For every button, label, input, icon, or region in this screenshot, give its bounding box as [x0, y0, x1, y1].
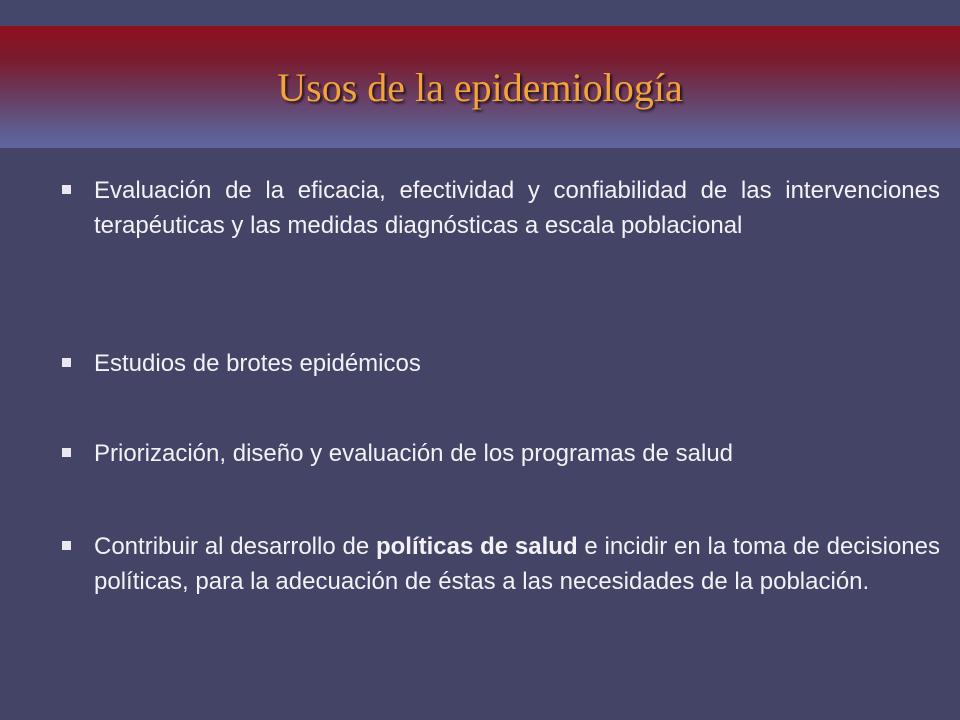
bullet-text-part: Contribuir al desarrollo de [94, 533, 376, 560]
bullet-text: Priorización, diseño y evaluación de los programas de salud [94, 440, 734, 467]
bullet-text: Evaluación de la eficacia, efectividad y confiabilidad de las intervenciones terapéuticas y las medidas diagnósticas a escala poblacional [94, 177, 940, 239]
bullet-text [94, 529, 940, 599]
slide-title: Usos de la epidemiología [277, 65, 683, 110]
bullet-text-part: e incidir en la toma de decisiones políticas, para la adecuación de éstas a las necesidades de la población. [94, 533, 940, 595]
square-bullet-icon [62, 358, 71, 367]
bold-emphasis: políticas de salud [375, 533, 578, 560]
bullet-text: Estudios de brotes epidémicos [94, 350, 421, 377]
square-bullet-icon [62, 448, 71, 457]
square-bullet-icon [62, 541, 71, 550]
square-bullet-icon [62, 185, 71, 194]
